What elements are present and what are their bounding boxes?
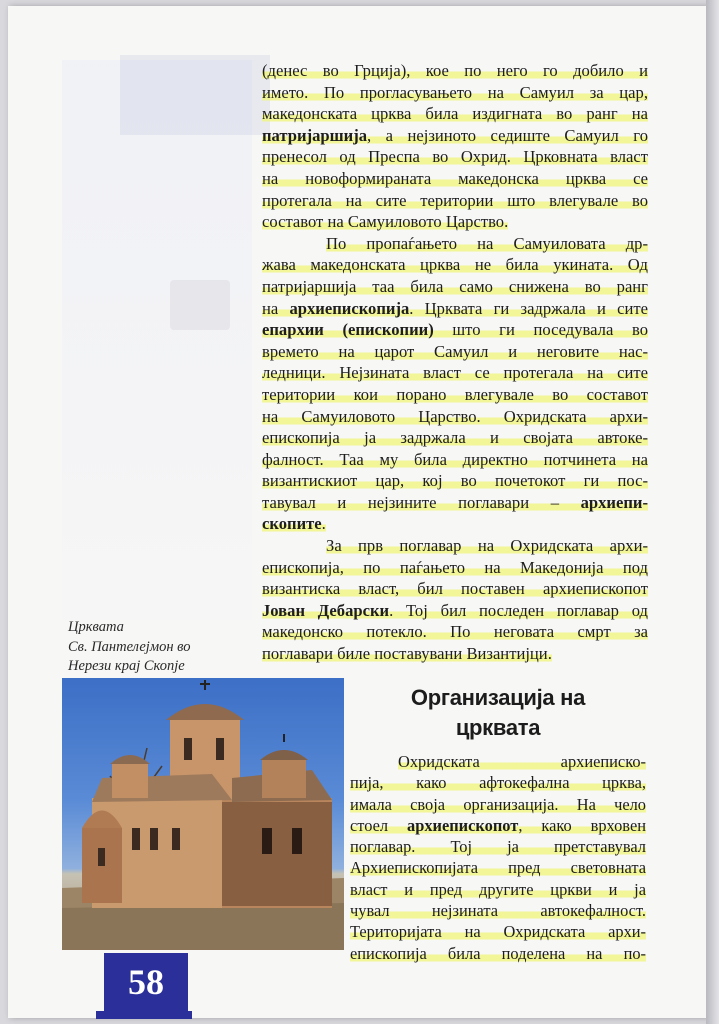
bold-term: Јован Дебарски [262,600,390,620]
section-title-line-2: црквата [455,715,541,740]
text-line: епископија била поделена на по- [350,943,646,963]
text-line: тавувал и нејзините поглавари – архиепи- [262,492,648,512]
page-number: 58 [104,953,188,1011]
caption-line: Нерези крај Скопје [68,658,185,674]
text-line: патријаршија, а нејзиното седиште Самуил го [262,125,648,145]
section-title [350,683,646,743]
text-line: пија, како афтокефална црква, [350,773,646,793]
photo-caption [68,618,248,677]
text-line: (денес во Грција), кое по него го добило и [262,61,648,80]
text-line: времето на царот Самуил и неговите нас- [262,341,648,361]
main-text-column [262,60,648,665]
text-line: За прв поглавар на Охридската архи- [326,536,648,556]
text-line: поглавар. Тој ја претставувал [350,837,646,857]
section-title-line-1: Организација на [410,685,586,710]
section-text [350,751,646,964]
text-line: Територијата на Охридската архи- [350,922,646,942]
text-line: на новоформираната македонска црква се [262,168,648,188]
text-line: чувал нејзината автокефалност. [350,901,646,921]
text-line: на архиепископија. Црквата ги задржала и сите [262,298,648,318]
caption-line: Црквата [68,619,124,635]
text-line: територии кои порано влегувале во составот [262,384,648,404]
text-line: македонско потекло. По неговата смрт за [262,622,648,642]
bold-term: патријаршија [262,125,368,145]
text-line: Охридската архиеписко- [398,752,646,771]
bold-term: архиепископот [407,815,519,835]
text-line: ледници. Нејзината власт се протегала на сите [262,363,648,383]
text-line: епископија, по паѓањето на Македонија под [262,557,648,577]
text-line: фалност. Таа му била директно потчинета на [262,449,648,469]
text-line: поглавари биле поставувани Византијци. [262,644,552,664]
bold-term: скопите [262,514,322,534]
text-line: византискиот цар, кој во почетокот ги пос- [262,471,648,491]
bold-term: епархии (епископии) [262,320,434,340]
church-photo [62,678,344,950]
text-line: Јован Дебарски. Тој бил последен поглавар од [262,600,648,620]
text-line: стоел архиепископот, како врховен [350,815,646,835]
church-illustration [62,678,344,950]
text-line: византиска власт, бил поставен архиепископот [262,579,648,599]
caption-line: Св. Пантелејмон во [68,638,191,655]
page-number-bar [96,1011,192,1019]
text-line: имала своја организација. На чело [350,794,646,814]
church-building [82,680,332,908]
text-line: протегала на сите територии што влегувале во [262,190,648,210]
text-line: жава македонската црква не била укината. Од [262,255,648,275]
show-through-background [62,60,252,620]
book-spine-edge [706,0,719,1024]
text-line: патријаршија таа била само снижена во ранг [262,276,648,296]
text-line: епархии (епископии) што ги поседувала во [262,320,648,340]
text-line: составот на Самуиловото Царство. [262,212,509,232]
show-through-title [120,55,270,135]
show-through-icon [170,280,230,330]
text-line: скопите. [262,514,326,534]
text-line: власт и пред другите цркви и ја [350,879,646,899]
bold-term: архиепи- [580,492,648,512]
bold-term: архиепископија [289,298,410,318]
text-line: По пропаѓањето на Самуиловата др- [326,233,648,253]
text-line: Архиепископијата пред световната [350,858,646,878]
text-line: епископија ја задржала и својата автоке- [262,428,648,448]
text-line: македонската црква била издигната во ранг на [262,104,648,124]
text-line: на Самуиловото Царство. Охридската архи- [262,406,648,426]
text-line: пренесол од Преспа во Охрид. Црковната власт [262,147,648,167]
text-line: името. По прогласувањето на Самуил за цар, [262,82,648,102]
section-organization [350,683,646,964]
